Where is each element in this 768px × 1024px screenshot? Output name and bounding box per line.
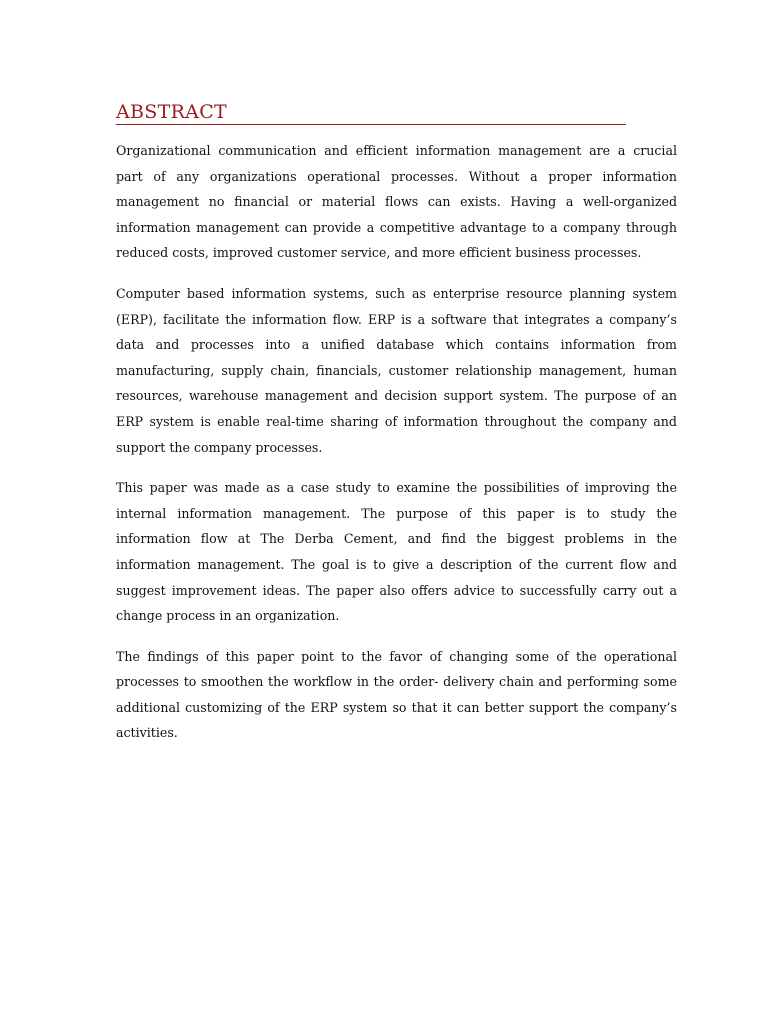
abstract-body [116,138,677,761]
paragraph-3: This paper was made as a case study to examine the possibilities of improving the internal information management. The purpose of this paper is to study the information flow at The Derba Cement, and find the biggest problems in the information management. The goal is to give a description of the current flow and suggest improvement ideas. The paper also offers advice to successfully carry out a change process in an organization. [116,480,677,624]
paragraph-2: Computer based information systems, such as enterprise resource planning system (ERP), facilitate the information flow. ERP is a software that integrates a company’s data and processes into a unified database which contains information from manufacturing, supply chain, financials, customer relationship management, human resources, warehouse management and decision support system. The purpose of an ERP system is enable real-time sharing of information throughout the company and support the company processes. [116,285,677,455]
heading-underline [116,101,626,125]
paragraph-4: The findings of this paper point to the favor of changing some of the operational processes to smoothen the workflow in the order- delivery chain and performing some additional customizing of the ERP system so that it can better support the company’s activities. [116,648,677,741]
paragraph-1: Organizational communication and efficient information management are a crucial part of any organizations operational processes. Without a proper information management no financial or material flows can exists. Having a well-organized information management can provide a competitive advantage to a company through reduced costs, improved customer service, and more efficient business processes. [116,143,677,261]
abstract-heading: ABSTRACT [116,101,228,123]
